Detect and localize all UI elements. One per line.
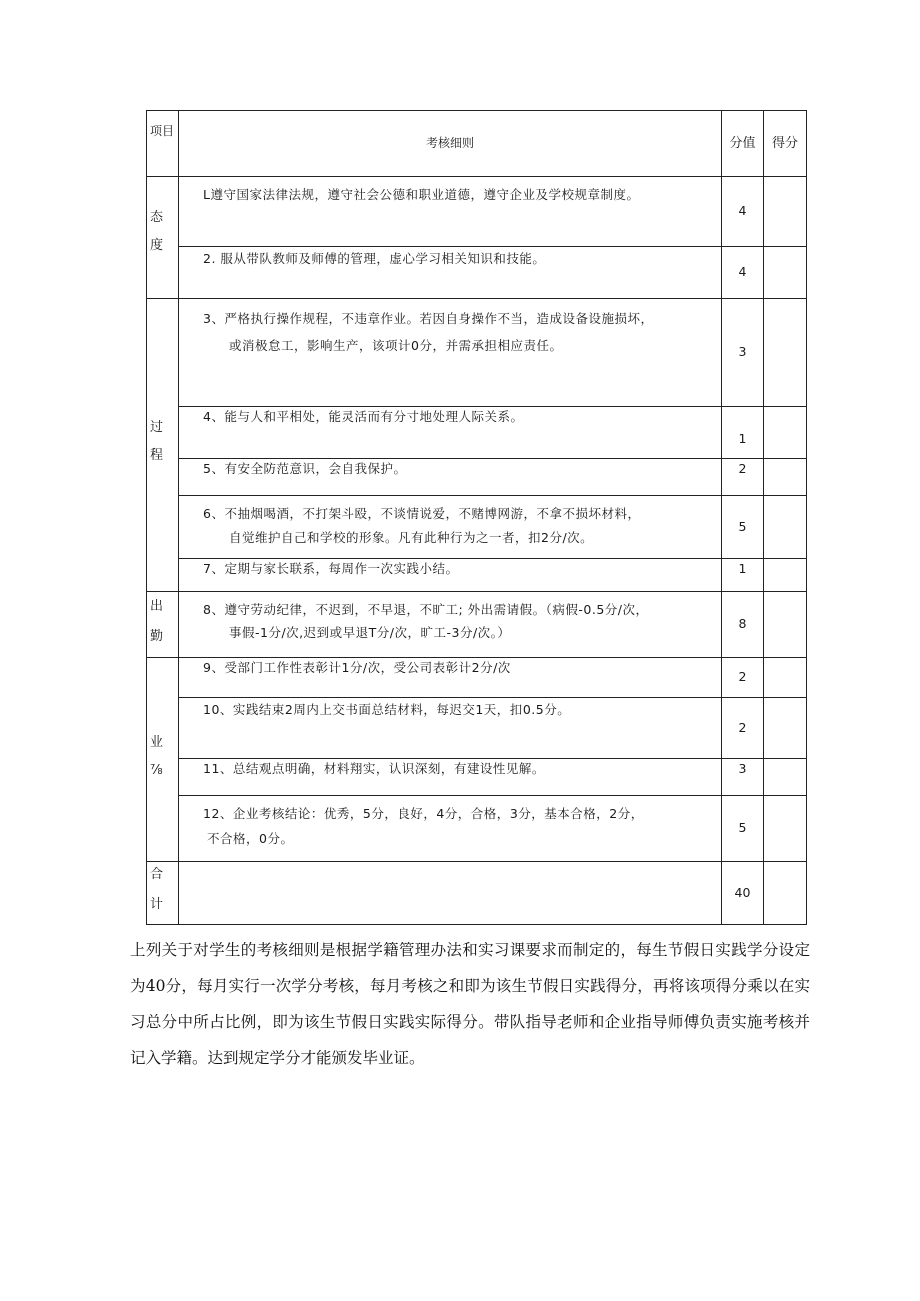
category-char: 出 [150,599,164,614]
table-row [147,592,807,658]
rule-text: 6、不抽烟喝酒，不打架斗殴，不谈情说爱，不赌博网游，不拿不损坏材料， [203,506,641,521]
rule-cell [179,592,722,658]
value-cell: 1 [722,559,764,592]
header-category: 项目 [147,111,179,177]
score-cell[interactable] [764,759,807,796]
score-cell[interactable] [764,796,807,862]
rule-text: 10、实践结束2周内上交书面总结材料，每迟交1天，扣0.5分。 [203,702,571,717]
category-char: 合 [150,867,164,882]
table-row [147,759,807,796]
table-row [147,496,807,559]
rule-text: 3、严格执行操作规程，不违章作业。若因自身操作不当，造成设备设施损坏， [203,311,654,326]
value-cell: 5 [722,496,764,559]
rule-cell [179,459,722,496]
score-cell[interactable] [764,658,807,698]
category-char: 程 [150,447,164,463]
table-row [147,796,807,862]
category-work [147,658,179,862]
value-cell: 3 [722,759,764,796]
rule-text: 8、遵守劳动纪律，不迟到，不早退，不旷工; 外出需请假。（病假-0.5分/次， [203,602,649,617]
rule-text: 5、有安全防范意识，会自我保护。 [203,461,407,476]
table-row [147,459,807,496]
category-total [147,862,179,925]
category-process [147,299,179,592]
score-cell[interactable] [764,496,807,559]
value-cell: 3 [722,299,764,407]
value-cell: 2 [722,459,764,496]
rule-text: 2. 服从带队教师及师傅的管理，虚心学习相关知识和技能。 [203,251,546,266]
total-value: 40 [722,862,764,925]
table-row [147,658,807,698]
category-char: 度 [150,237,164,253]
table-row [147,247,807,299]
value-cell: 5 [722,796,764,862]
table-row [147,407,807,459]
rule-cell [179,496,722,559]
category-attendance [147,592,179,658]
category-char: 勤 [150,628,164,644]
value-cell: 2 [722,658,764,698]
score-cell[interactable] [764,247,807,299]
rule-cell [179,407,722,459]
rule-cell [179,759,722,796]
rule-text: 7、定期与家长联系，每周作一次实践小结。 [203,561,459,576]
table-row [147,559,807,592]
rule-cell [179,796,722,862]
rule-cell [179,247,722,299]
table-row [147,177,807,247]
rule-text: 或消极怠工，影响生产，该项计0分，并需承担相应责任。 [229,337,563,353]
score-cell[interactable] [764,698,807,759]
rule-text: 11、总结观点明确，材料翔实，认识深刻，有建设性见解。 [203,761,545,776]
header-score: 得分 [764,111,807,177]
rule-text: 4、能与人和平相处，能灵活而有分寸地处理人际关系。 [203,409,524,424]
rule-text: L遵守国家法律法规，遵守社会公德和职业道德，遵守企业及学校规章制度。 [203,187,640,202]
rule-text: 事假-1分/次,迟到或早退T分/次，旷工-3分/次。） [229,624,511,640]
rule-text: 自觉维护自己和学校的形象。凡有此种行为之一者，扣2分/次。 [229,529,594,545]
header-value: 分值 [722,111,764,177]
category-char: 过 [150,420,164,435]
assessment-table [146,110,807,925]
score-cell[interactable] [764,592,807,658]
score-cell[interactable] [764,299,807,407]
rule-text: 12、企业考核结论：优秀，5分，良好，4分，合格，3分，基本合格，2分， [203,806,644,821]
total-row [147,862,807,925]
rule-cell [179,698,722,759]
total-score-cell[interactable] [764,862,807,925]
score-cell[interactable] [764,407,807,459]
rule-cell [179,299,722,407]
rule-cell [179,658,722,698]
score-cell[interactable] [764,177,807,247]
value-cell: 4 [722,177,764,247]
category-char: 态 [150,210,164,225]
header-rule: 考核细则 [179,111,722,177]
value-cell: 8 [722,592,764,658]
value-cell: 1 [722,407,764,459]
category-attitude [147,177,179,299]
summary-paragraph: 上列关于对学生的考核细则是根据学籍管理办法和实习课要求而制定的，每生节假日实践学分设定为40分，每月实行一次学分考核，每月考核之和即为该生节假日实践得分，再将该项得分乘以在实习总分中所占比例，即为该生节假日实践实际得分。带队指导老师和企业指导师傅负责实施考核并记入学籍。达到规定学分才能颁发毕业证。 [130,941,810,1067]
score-cell[interactable] [764,559,807,592]
score-cell[interactable] [764,459,807,496]
rule-cell [179,559,722,592]
category-char: 业 [150,735,164,750]
table-row [147,299,807,407]
value-cell: 2 [722,698,764,759]
category-char: ⅞ [150,762,163,778]
table-row [147,698,807,759]
total-rule-cell [179,862,722,925]
rule-text: 不合格，0分。 [207,830,294,846]
rule-cell [179,177,722,247]
rule-text: 9、受部门工作性表彰计1分/次，受公司表彰计2分/次 [203,660,511,675]
value-cell: 4 [722,247,764,299]
category-char: 计 [150,896,164,912]
table-header-row [147,111,807,177]
